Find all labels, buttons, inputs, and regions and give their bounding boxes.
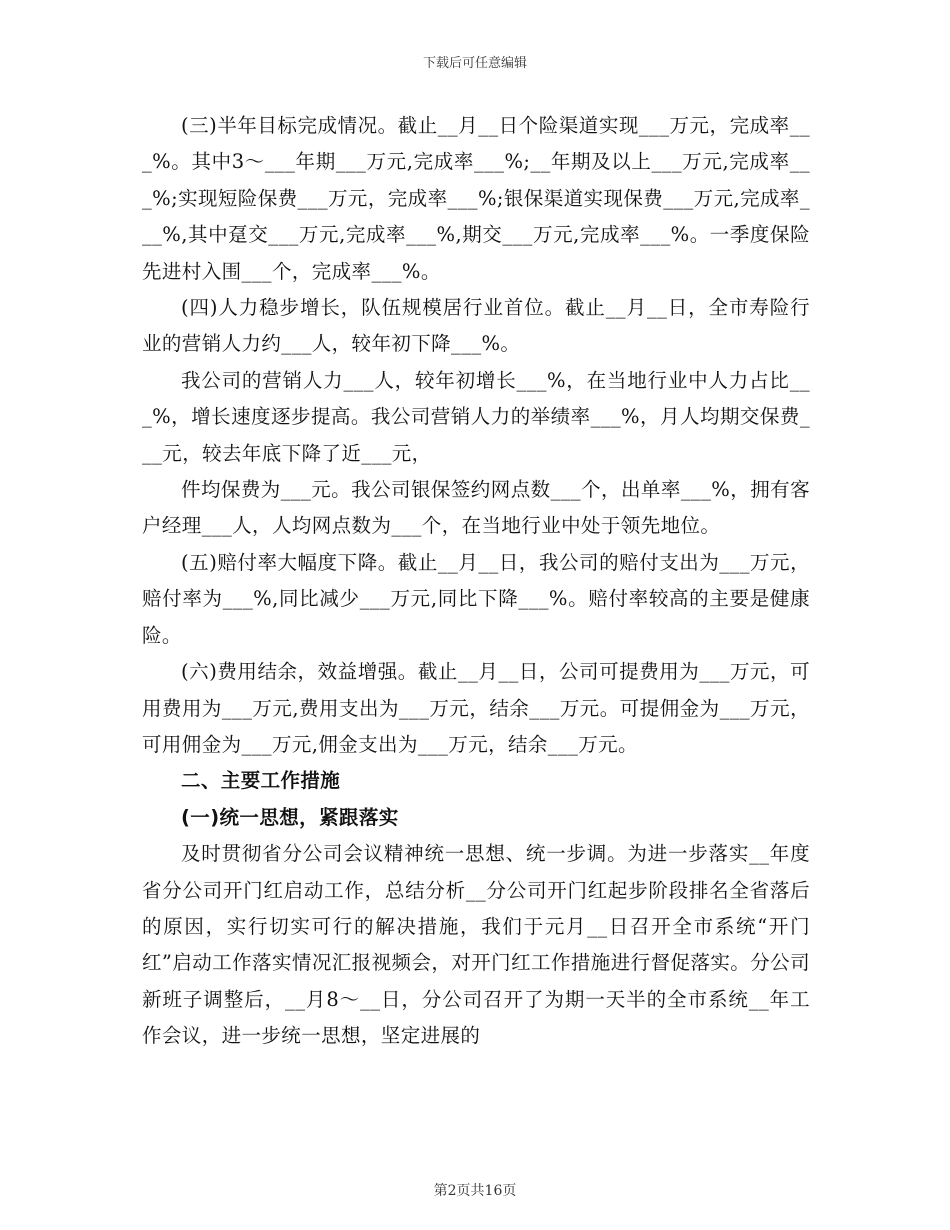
paragraph-manpower-growth: (四)人力稳步增长，队伍规模居行业首位。截止__月__日，全市寿险行业的营销人力约___人，较年初下降___%。: [142, 296, 810, 356]
page-number-footer: 第2页共16页: [433, 1183, 517, 1199]
subsection-heading-unify-thinking: (一)统一思想，紧跟落实: [181, 805, 399, 829]
section-heading-main-measures: 二、主要工作措施: [181, 769, 341, 793]
paragraph-expense-surplus: (六)费用结余，效益增强。截止__月__日，公司可提费用为___万元，可用费用为___万元,费用支出为___万元，结余___万元。可提佣金为___万元，可用佣金为___万元,佣金支出为___万元，结余___万元。: [142, 660, 810, 756]
paragraph-claims-ratio: (五)赔付率大幅度下降。截止__月__日，我公司的赔付支出为___万元，赔付率为___%,同比减少___万元,同比下降___%。赔付率较高的主要是健康险。: [142, 550, 810, 647]
paragraph-bancassurance: 件均保费为___元。我公司银保签约网点数___个，出单率___%，拥有客户经理___人，人均网点数为___个，在当地行业中处于领先地位。: [142, 478, 810, 538]
paragraph-half-year-targets: (三)半年目标完成情况。截止__月__日个险渠道实现___万元，完成率___%。其中3～___年期___万元,完成率___%;__年期及以上___万元,完成率___%;实现短险保费___万元，完成率___%;银保渠道实现保费___万元,完成率___%,其中趸交___万元,完成率___%,期交___万元,完成率___%。一季度保险先进村入围___个，完成率___%。: [142, 114, 810, 283]
page-header-note: 下载后可任意编辑: [422, 56, 527, 71]
paragraph-implementation: 及时贯彻省分公司会议精神统一思想、统一步调。为进一步落实__年度省分公司开门红启动工作，总结分析__分公司开门红起步阶段排名全省落后的原因，实行切实可行的解决措施，我们于元月__日召开全市系统“开门红”启动工作落实情况汇报视频会，对开门红工作措施进行督促落实。分公司新班子调整后，__月8～__日，分公司召开了为期一天半的全市系统__年工作会议，进一步统一思想，坚定进展的: [142, 842, 810, 1048]
paragraph-company-manpower: 我公司的营销人力___人，较年初增长___%，在当地行业中人力占比___%，增长速度逐步提高。我公司营销人力的举绩率___%，月人均期交保费___元，较去年底下降了近___元，: [142, 368, 810, 465]
document-body: [142, 108, 810, 1055]
